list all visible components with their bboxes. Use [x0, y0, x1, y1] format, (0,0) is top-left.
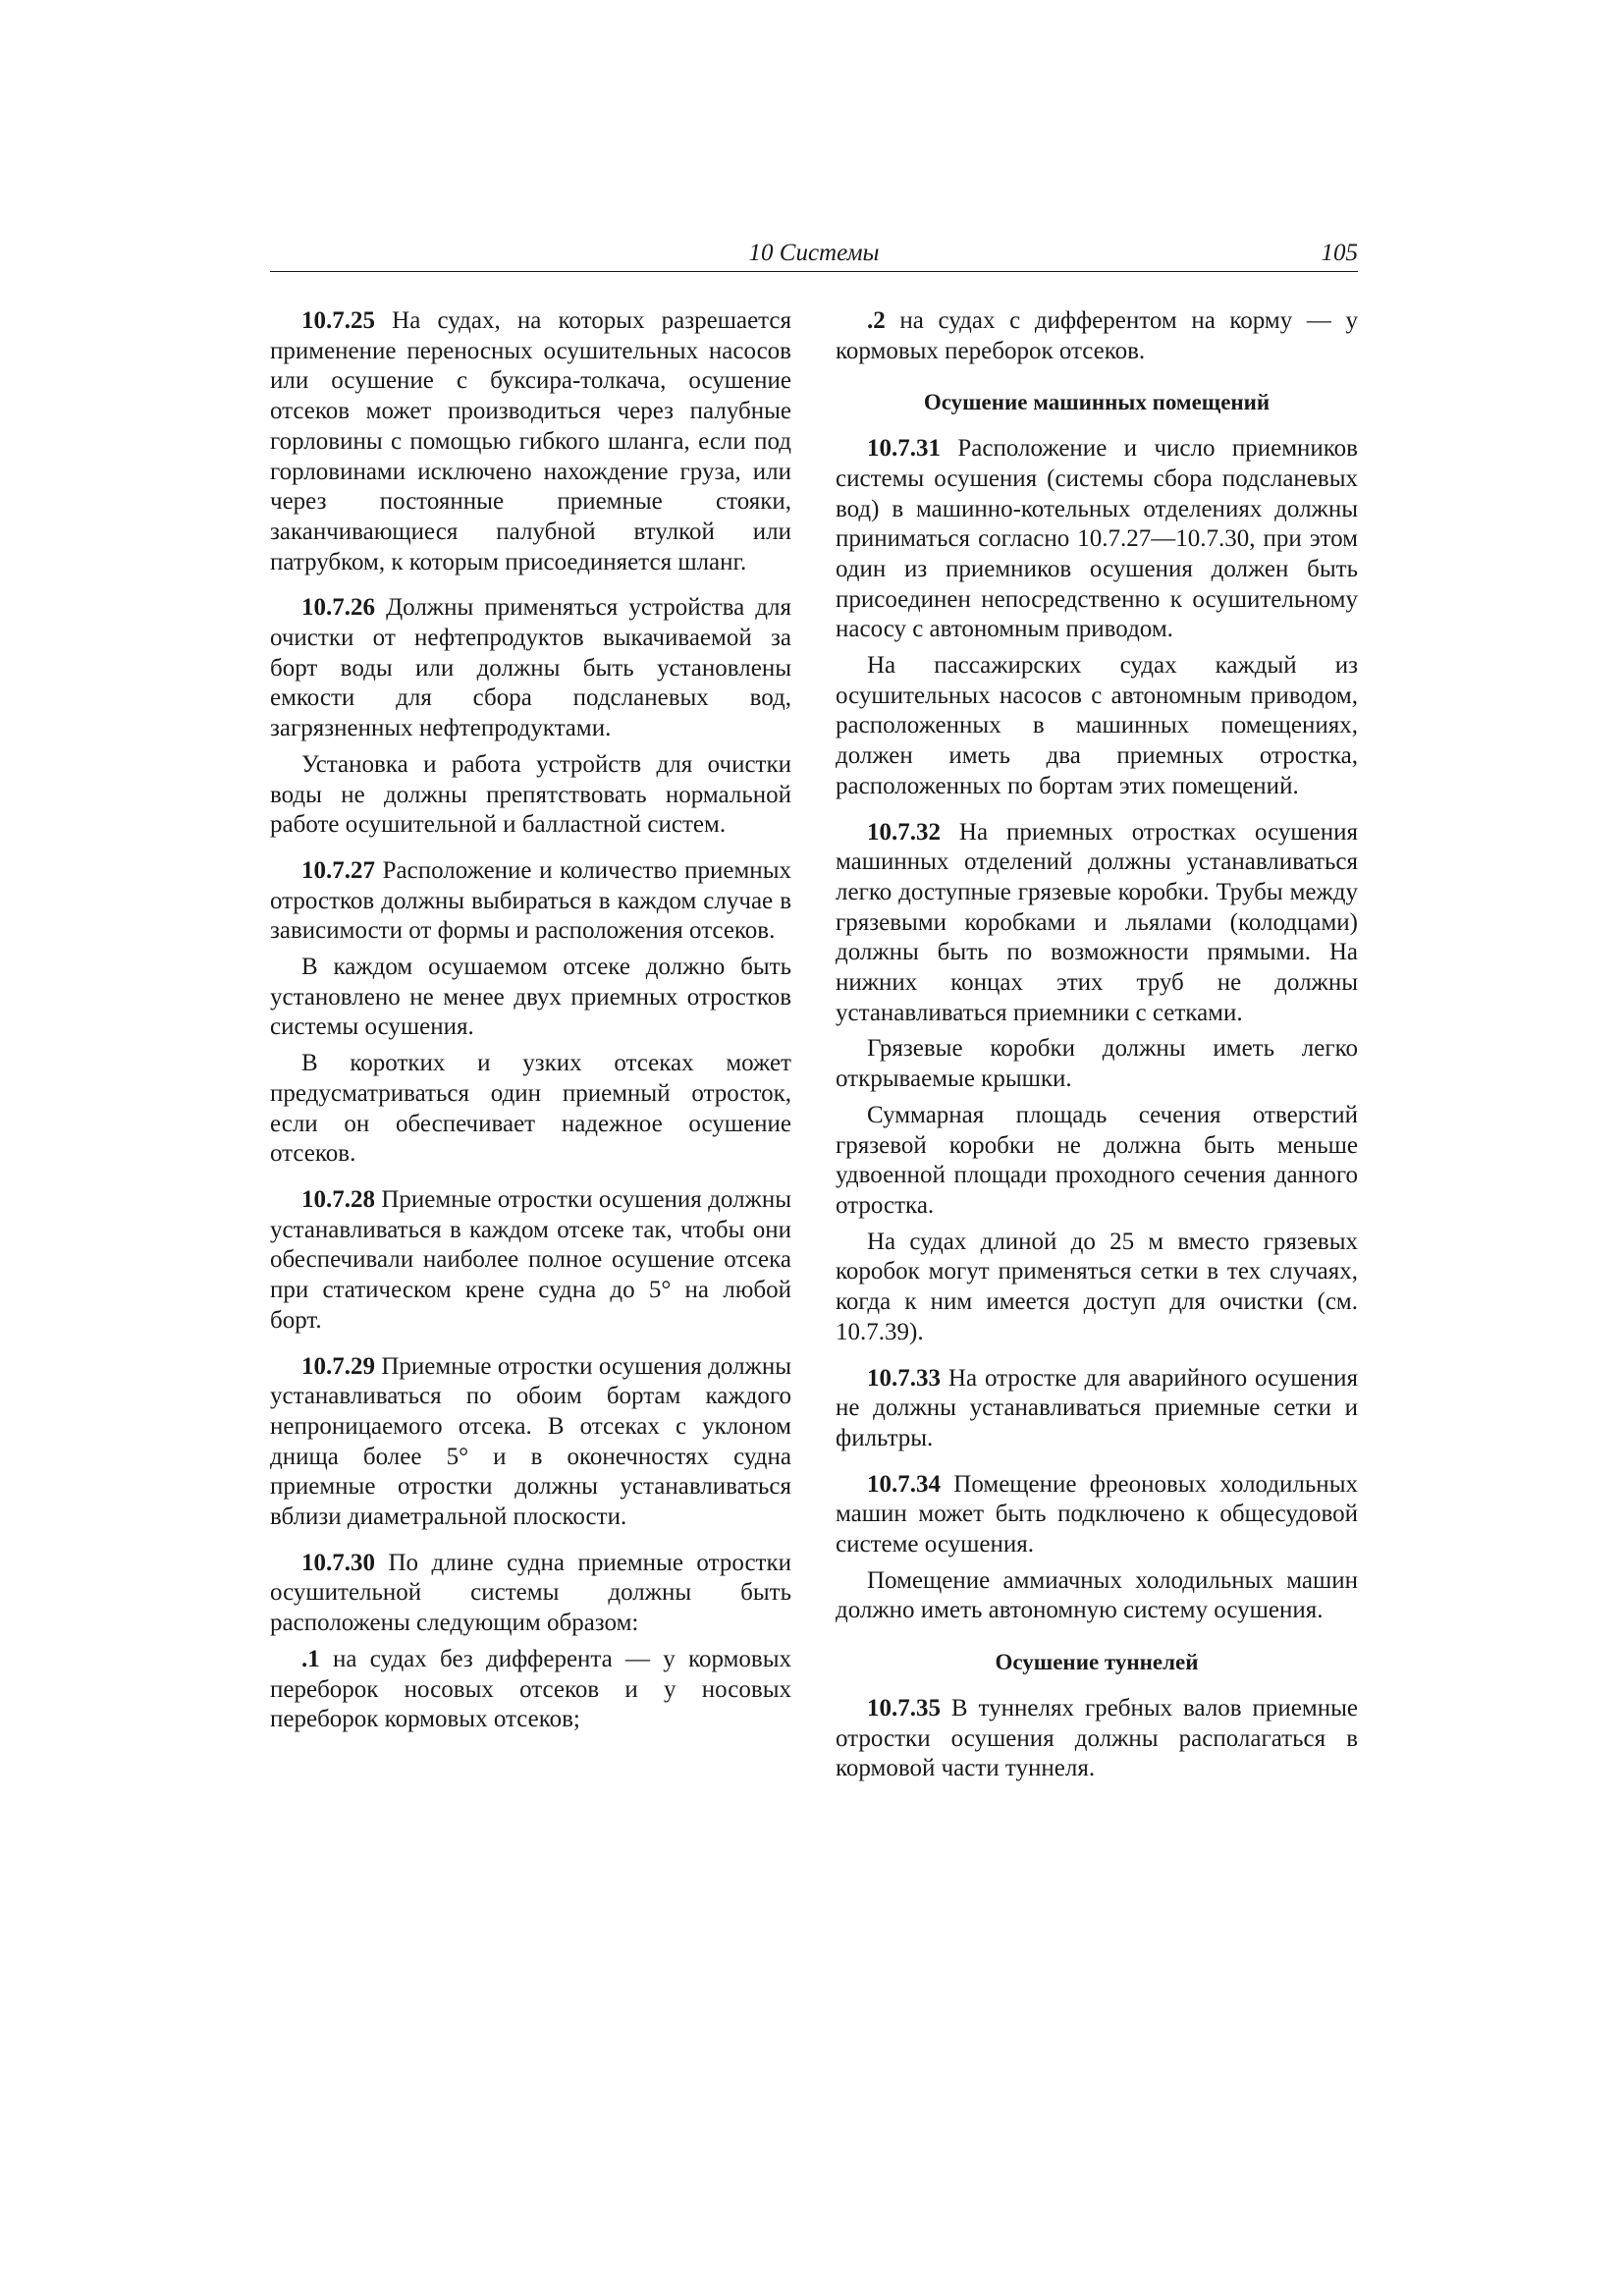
paragraph-10-7-25 [270, 306, 791, 577]
paragraph-text: Расположение и количество приемных отростков должны выбираться в каждом случае в зависимости от формы и расположения отсеков. [270, 856, 791, 945]
clause-number: 10.7.33 [867, 1364, 941, 1392]
list-item-1 [270, 1645, 791, 1735]
left-column [270, 306, 791, 1735]
paragraph-text: На отростке для аварийного осушения не должны устанавливаться приемные сетки и фильтры. [836, 1364, 1358, 1451]
paragraph-10-7-35 [836, 1694, 1358, 1784]
clause-number: 10.7.30 [301, 1549, 375, 1576]
paragraph-text: Расположение и число приемников системы осушения (системы сбора подсланевых вод) в машинно-котельных отделениях должны приниматься согласно 10.7.27—10.7.30, при этом один из приемников осушения должен быть присоединен непосредственно к осушительному насосу с автономным приводом. [836, 435, 1358, 643]
clause-number: 10.7.29 [301, 1352, 375, 1380]
clause-number: 10.7.27 [301, 856, 375, 884]
item-text: на судах с дифферентом на корму — у кормовых переборок отсеков. [836, 307, 1358, 364]
clause-number: 10.7.28 [301, 1185, 375, 1213]
paragraph: Суммарная площадь сечения отверстий грязевой коробки не должна быть меньше удвоенной площади проходного сечения данного отростка. [836, 1101, 1358, 1219]
paragraph-10-7-27 [270, 856, 791, 947]
paragraph-text: Приемные отростки осушения должны устанавливаться в каждом отсеке так, чтобы они обеспечивали наиболее полное осушение отсека при статическом крене судна до 5° на любой борт. [270, 1185, 791, 1334]
clause-number: 10.7.34 [867, 1470, 941, 1498]
paragraph-10-7-34 [836, 1470, 1358, 1560]
running-title: 10 Системы [748, 240, 880, 266]
paragraph-text: Должны применяться устройства для очистки от нефтепродуктов выкачиваемой за борт воды или должны быть установлены емкости для сбора подсланевых вод, загрязненных нефтепродуктами. [270, 594, 791, 742]
clause-number: 10.7.25 [301, 307, 375, 334]
list-item-2 [836, 306, 1358, 366]
paragraph: В коротких и узких отсеках может предусматриваться один приемный отросток, если он обеспечивает надежное осушение отсеков. [270, 1050, 791, 1168]
paragraph-10-7-29 [270, 1352, 791, 1533]
paragraph-text: По длине судна приемные отростки осушительной системы должны быть расположены следующим образом: [270, 1549, 791, 1637]
paragraph-10-7-26 [270, 593, 791, 744]
paragraph-text: Приемные отростки осушения должны устанавливаться по обоим бортам каждого непроницаемого отсека. В отсеках с уклоном днища более 5° и в оконечностях судна приемные отростки должны устанавливаться вблизи диаметральной плоскости. [270, 1352, 791, 1531]
paragraph: Грязевые коробки должны иметь легко открываемые крышки. [836, 1035, 1358, 1093]
paragraph-text: В туннелях гребных валов приемные отростки осушения должны располагаться в кормовой части туннеля. [836, 1694, 1358, 1782]
paragraph-10-7-33 [836, 1364, 1358, 1454]
paragraph-10-7-31 [836, 434, 1358, 645]
item-number: .1 [301, 1645, 320, 1672]
page-number: 105 [1321, 240, 1358, 266]
running-header [270, 240, 1358, 272]
paragraph: На судах длиной до 25 м вместо грязевых коробок могут применяться сетки в тех случаях, когда к ним имеется доступ для очистки (см. 10.7.39). [836, 1228, 1358, 1345]
item-text: на судах без дифферента — у кормовых переборок носовых отсеков и у носовых переборок кормовых отсеков; [270, 1645, 791, 1733]
clause-number: 10.7.35 [867, 1694, 941, 1722]
right-column [836, 306, 1358, 1784]
section-heading: Осушение туннелей [995, 1650, 1199, 1675]
paragraph-10-7-30 [270, 1549, 791, 1639]
item-number: .2 [867, 307, 886, 334]
paragraph-10-7-32 [836, 818, 1358, 1029]
paragraph: Установка и работа устройств для очистки воды не должны препятствовать нормальной работе осушительной и балластной систем. [270, 750, 791, 839]
clause-number: 10.7.31 [867, 435, 941, 463]
clause-number: 10.7.32 [867, 818, 941, 846]
paragraph: На пассажирских судах каждый из осушительных насосов с автономным приводом, расположенных в машинных помещениях, должен иметь два приемных отростка, расположенных по бортам этих помещений. [836, 652, 1358, 799]
paragraph: Помещение аммиачных холодильных машин должно иметь автономную систему осушения. [836, 1566, 1358, 1624]
section-heading: Осушение машинных помещений [923, 390, 1271, 415]
paragraph-10-7-28 [270, 1185, 791, 1337]
paragraph-text: На судах, на которых разрешается применение переносных осушительных насосов или осушение с буксира-толкача, осушение отсеков может производиться через палубные горловины с помощью гибкого шланга, если под горловинами исключено нахождение груза, или через постоянные приемные стояки, заканчивающиеся палубной втулкой или патрубком, к которым присоединяется шланг. [270, 307, 791, 575]
clause-number: 10.7.26 [301, 594, 375, 622]
paragraph: В каждом осушаемом отсеке должно быть установлено не менее двух приемных отростков системы осушения. [270, 954, 791, 1041]
paragraph-text: Помещение фреоновых холодильных машин может быть подключено к общесудовой системе осушения. [836, 1470, 1358, 1558]
paragraph-text: На приемных отростках осушения машинных отделений должны устанавливаться легко доступные грязевые коробки. Трубы между грязевыми коробками и льялами (колодцами) должны быть по возможности прямыми. На нижних концах этих труб не должны устанавливаться приемники с сетками. [836, 818, 1358, 1026]
